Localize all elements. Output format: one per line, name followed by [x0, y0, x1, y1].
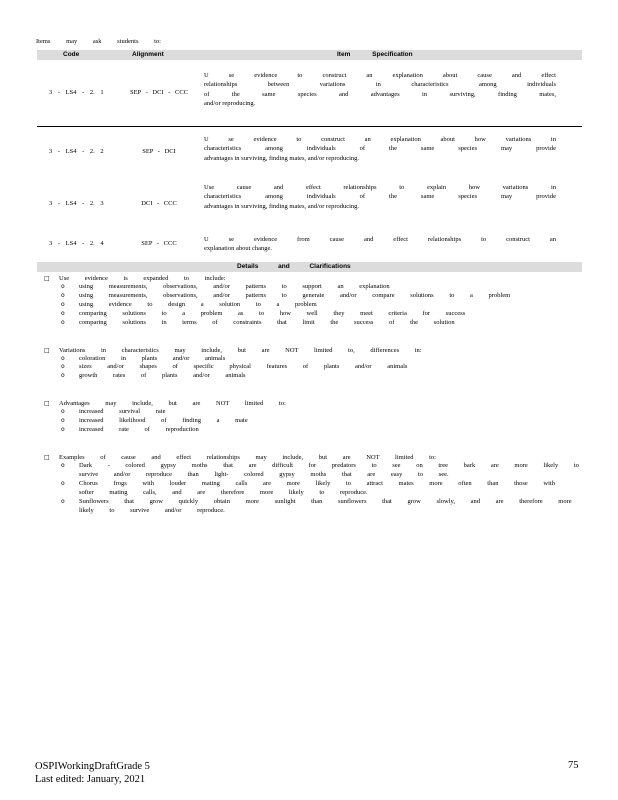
row-code: 3 - LS4 - 2. 3	[49, 200, 104, 207]
row-alignment: DCI - CCC	[141, 200, 177, 207]
details-section	[37, 346, 582, 382]
bullet-icon: o	[61, 363, 65, 371]
footer	[35, 760, 150, 786]
checkbox-icon: □	[44, 400, 50, 408]
table-header	[37, 50, 582, 60]
list-item: o using measurements, observations, and/or patterns to support an explanation	[61, 283, 390, 290]
details-section	[37, 399, 582, 435]
list-item: o Chorus frogs with louder mating calls are more likely to attract mates more often than those with softer mating calls, and are therefore more likely to reproduce.	[61, 479, 555, 496]
spec-table	[37, 60, 582, 264]
row-alignment: SEP - DCI	[142, 148, 176, 155]
bullet-icon: o	[61, 283, 65, 290]
footer-title: OSPIWorkingDraftGrade 5	[35, 761, 150, 772]
spec-line: U se evidence to construct an explanation about how variations in	[204, 136, 556, 143]
bullet-icon: o	[61, 426, 65, 434]
spec-line: characteristics among individuals of the same species may provide	[204, 193, 556, 201]
bullet-icon: o	[61, 408, 65, 416]
checkbox-icon: □	[44, 346, 50, 354]
spec-line: Use cause and effect relationships to explain how variations in	[204, 184, 556, 191]
details-title: Details and Clarifications	[237, 263, 351, 270]
checkbox-icon: □	[44, 275, 50, 282]
list-item: o growth rates of plants and/or animals	[61, 372, 246, 380]
row-alignment: SEP - CCC	[141, 240, 177, 247]
table-row	[37, 127, 582, 179]
spec-line: advantages in surviving, finding mates, and/or reproducing.	[204, 202, 360, 210]
list-item: o using measurements, observations, and/or patterns to generate and/or compare solutions to a problem	[61, 291, 511, 299]
row-code: 3 - LS4 - 2. 1	[49, 89, 104, 96]
row-code: 3 - LS4 - 2. 2	[49, 148, 104, 155]
list-item: o Dark - colored gypsy moths that are difficult for predators to see on tree bark are more likely to survive and/or reproduce than light- colored gypsy moths that are easy to see.	[61, 461, 579, 478]
spec-line: and/or reproducing.	[204, 100, 256, 108]
table-row	[37, 179, 582, 227]
section-heading: □ Use evidence is expanded to include:	[44, 275, 226, 282]
bullet-icon: o	[61, 417, 65, 425]
checkbox-icon: □	[44, 453, 50, 461]
intro-text: Items may ask students to:	[36, 38, 161, 45]
row-spec	[204, 235, 556, 254]
section-heading: □ Examples of cause and effect relationships may include, but are NOT limited to:	[44, 453, 436, 461]
table-row	[37, 227, 582, 264]
table-row	[37, 60, 582, 127]
list-item: o increased likelihood of finding a mate	[61, 417, 248, 425]
list-item: o Sunflowers that grow quickly obtain more sunlight than sunflowers that grow slowly, and are therefore more likely to survive and/or reproduce.	[61, 497, 572, 514]
col-spec: Item Specification	[337, 51, 413, 58]
spec-line: of the same species and advantages in surviving, finding mates,	[204, 90, 556, 98]
list-item: o comparing solutions to a problem as to how well they meet criteria for success	[61, 309, 466, 317]
bullet-icon: o	[61, 300, 65, 308]
row-code: 3 - LS4 - 2. 4	[49, 240, 104, 247]
bullet-icon: o	[61, 461, 65, 469]
page-number: 75	[568, 760, 579, 771]
list-item: o coloration in plants and/or animals	[61, 354, 226, 362]
spec-line: characteristics among individuals of the same species may provide	[204, 145, 556, 153]
spec-line: explanation about change.	[204, 245, 273, 253]
details-section	[37, 453, 582, 515]
row-spec	[204, 183, 556, 211]
col-alignment: Alignment	[132, 51, 164, 58]
bullet-icon: o	[61, 318, 65, 326]
bullet-icon: o	[61, 291, 65, 299]
bullet-icon: o	[61, 479, 65, 487]
details-header	[37, 262, 582, 272]
spec-line: U se evidence from cause and effect relationships to construct an	[204, 236, 556, 243]
spec-line: relationships between variations in characteristics among individuals	[204, 81, 556, 89]
row-spec	[204, 71, 556, 109]
bullet-icon: o	[61, 497, 65, 505]
spec-line: U se evidence to construct an explanation about cause and effect	[204, 72, 556, 79]
bullet-icon: o	[61, 309, 65, 317]
bullet-icon: o	[61, 372, 65, 380]
col-code: Code	[63, 51, 80, 58]
bullet-icon: o	[61, 354, 65, 362]
row-alignment: SEP - DCI - CCC	[130, 89, 188, 96]
details-body	[37, 274, 582, 533]
spec-line: advantages in surviving, finding mates, and/or reproducing.	[204, 154, 360, 162]
section-heading: □ Variations in characteristics may include, but are NOT limited to, differences in:	[44, 346, 422, 354]
list-item: o increased rate of reproduction	[61, 426, 199, 434]
row-spec	[204, 135, 556, 163]
list-item: o sizes and/or shapes of specific physical features of plants and/or animals	[61, 363, 408, 371]
list-item: o increased survival rate	[61, 408, 166, 416]
footer-edited: Last edited: January, 2021	[35, 774, 146, 785]
details-section	[37, 274, 582, 328]
section-heading: □ Advantages may include, but are NOT limited to:	[44, 400, 286, 408]
list-item: o using evidence to design a solution to a problem	[61, 300, 317, 308]
list-item: o comparing solutions in terms of constraints that limit the success of the solution	[61, 318, 455, 326]
